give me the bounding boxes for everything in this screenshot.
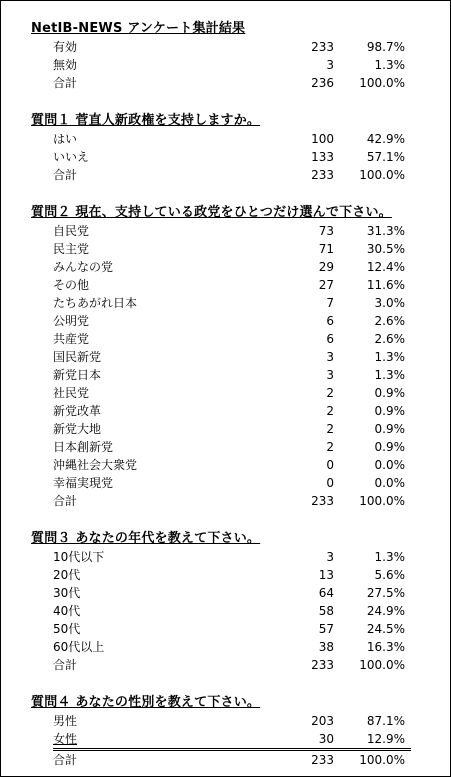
table-row [31, 730, 405, 748]
row-percent: 98.7% [366, 40, 405, 54]
row-percent: 0.9% [374, 404, 405, 418]
row-percent: 12.9% [366, 732, 405, 746]
row-label: 合計 [53, 76, 78, 90]
row-count: 2 [326, 422, 334, 436]
row-percent: 0.0% [374, 458, 405, 472]
row-percent: 100.0% [359, 494, 405, 508]
row-percent: 12.4% [366, 260, 405, 274]
row-label: 女性 [53, 732, 78, 746]
row-count: 0 [326, 458, 334, 472]
table-row-total [31, 656, 405, 674]
summary-row-total [31, 74, 405, 92]
table-row [31, 130, 405, 148]
row-percent: 1.3% [374, 350, 405, 364]
table-row [31, 712, 405, 730]
table-row [31, 620, 405, 638]
row-count: 233 [311, 40, 334, 54]
row-percent: 31.3% [366, 224, 405, 238]
question-3-title: 質問３ あなたの年代を教えて下さい。 [31, 531, 261, 546]
table-row [31, 420, 405, 438]
row-label: 幸福実現党 [53, 476, 114, 490]
row-count: 100 [311, 132, 334, 146]
table-row [31, 456, 405, 474]
question-4-title: 質問４ あなたの性別を教えて下さい。 [31, 695, 261, 710]
row-count: 3 [326, 368, 334, 382]
row-percent: 0.9% [374, 386, 405, 400]
table-row [31, 240, 405, 258]
summary-row-invalid [31, 56, 405, 74]
table-row [31, 294, 405, 312]
row-percent: 24.5% [366, 622, 405, 636]
row-percent: 24.9% [366, 604, 405, 618]
row-label: 新党改革 [53, 404, 102, 418]
question-4-section [31, 693, 405, 769]
row-label: その他 [53, 278, 90, 292]
row-label: 男性 [53, 714, 78, 728]
table-row [31, 276, 405, 294]
question-1-section [31, 111, 405, 184]
row-count: 30 [318, 732, 334, 746]
table-row [31, 438, 405, 456]
row-label: はい [53, 132, 78, 146]
row-percent: 3.0% [374, 296, 405, 310]
sheet-title: NetIB-NEWS アンケート集計結果 [31, 21, 246, 36]
row-percent: 100.0% [359, 76, 405, 90]
row-label: 50代 [53, 622, 81, 636]
row-percent: 1.3% [374, 58, 405, 72]
row-count: 233 [311, 168, 334, 182]
row-percent: 100.0% [359, 753, 405, 767]
row-label: 無効 [53, 58, 78, 72]
row-label: 合計 [53, 494, 78, 508]
row-label: 新党大地 [53, 422, 102, 436]
table-row [31, 474, 405, 492]
question-3-section [31, 529, 405, 674]
row-percent: 57.1% [366, 150, 405, 164]
row-count: 233 [311, 753, 334, 767]
row-percent: 0.9% [374, 422, 405, 436]
table-row-total [31, 166, 405, 184]
row-count: 73 [318, 224, 334, 238]
row-percent: 0.0% [374, 476, 405, 490]
row-label: 新党日本 [53, 368, 102, 382]
table-row [31, 148, 405, 166]
row-label: 合計 [53, 168, 78, 182]
row-label: 社民党 [53, 386, 90, 400]
row-count: 2 [326, 440, 334, 454]
row-count: 2 [326, 386, 334, 400]
row-label: 国民新党 [53, 350, 102, 364]
spacer [31, 184, 391, 203]
row-count: 236 [311, 76, 334, 90]
row-count: 58 [318, 604, 334, 618]
row-label: 自民党 [53, 224, 90, 238]
row-count: 6 [326, 332, 334, 346]
table-row [31, 602, 405, 620]
row-label: みんなの党 [53, 260, 114, 274]
table-row-total [31, 751, 405, 769]
row-label: 民主党 [53, 242, 90, 256]
table-row [31, 348, 405, 366]
table-row [31, 584, 405, 602]
row-percent: 2.6% [374, 332, 405, 346]
question-1-title: 質問１ 菅直人新政権を支持しますか。 [31, 113, 261, 128]
row-percent: 100.0% [359, 658, 405, 672]
row-count: 0 [326, 476, 334, 490]
table-row [31, 312, 405, 330]
row-label: 合計 [53, 753, 78, 767]
row-count: 203 [311, 714, 334, 728]
table-row [31, 384, 405, 402]
spacer [31, 674, 391, 693]
table-row-total [31, 492, 405, 510]
row-count: 13 [318, 568, 334, 582]
table-row [31, 258, 405, 276]
row-percent: 5.6% [374, 568, 405, 582]
row-count: 71 [318, 242, 334, 256]
row-count: 38 [318, 640, 334, 654]
spacer [31, 510, 391, 529]
row-label: 共産党 [53, 332, 90, 346]
row-count: 3 [326, 58, 334, 72]
row-percent: 30.5% [366, 242, 405, 256]
row-count: 233 [311, 658, 334, 672]
table-row [31, 330, 405, 348]
row-percent: 100.0% [359, 168, 405, 182]
row-percent: 11.6% [366, 278, 405, 292]
row-count: 57 [318, 622, 334, 636]
row-percent: 1.3% [374, 368, 405, 382]
row-count: 3 [326, 550, 334, 564]
summary-row-valid [31, 38, 405, 56]
row-count: 27 [318, 278, 334, 292]
row-percent: 87.1% [366, 714, 405, 728]
table-row [31, 222, 405, 240]
row-count: 233 [311, 494, 334, 508]
row-count: 2 [326, 404, 334, 418]
row-label: 合計 [53, 658, 78, 672]
row-label: 20代 [53, 568, 81, 582]
row-label: 40代 [53, 604, 81, 618]
row-label: 公明党 [53, 314, 90, 328]
summary-section [31, 19, 405, 92]
row-count: 6 [326, 314, 334, 328]
row-label: 有効 [53, 40, 78, 54]
table-row [31, 548, 405, 566]
row-label: たちあがれ日本 [53, 296, 138, 310]
row-percent: 42.9% [366, 132, 405, 146]
row-percent: 1.3% [374, 550, 405, 564]
row-label: 沖縄社会大衆党 [53, 458, 138, 472]
table-row [31, 638, 405, 656]
row-label: いいえ [53, 150, 90, 164]
row-percent: 27.5% [366, 586, 405, 600]
row-count: 7 [326, 296, 334, 310]
row-percent: 0.9% [374, 440, 405, 454]
survey-content [31, 19, 405, 769]
table-row [31, 366, 405, 384]
row-count: 64 [318, 586, 334, 600]
table-row [31, 566, 405, 584]
table-row [31, 402, 405, 420]
row-count: 29 [318, 260, 334, 274]
row-label: 日本創新党 [53, 440, 114, 454]
spacer [31, 92, 391, 111]
row-label: 30代 [53, 586, 81, 600]
row-label: 60代以上 [53, 640, 105, 654]
row-count: 133 [311, 150, 334, 164]
question-2-section [31, 203, 405, 510]
row-count: 3 [326, 350, 334, 364]
row-percent: 2.6% [374, 314, 405, 328]
question-2-title: 質問２ 現在、支持している政党をひとつだけ選んで下さい。 [31, 205, 392, 220]
row-percent: 16.3% [366, 640, 405, 654]
row-label: 10代以下 [53, 550, 105, 564]
